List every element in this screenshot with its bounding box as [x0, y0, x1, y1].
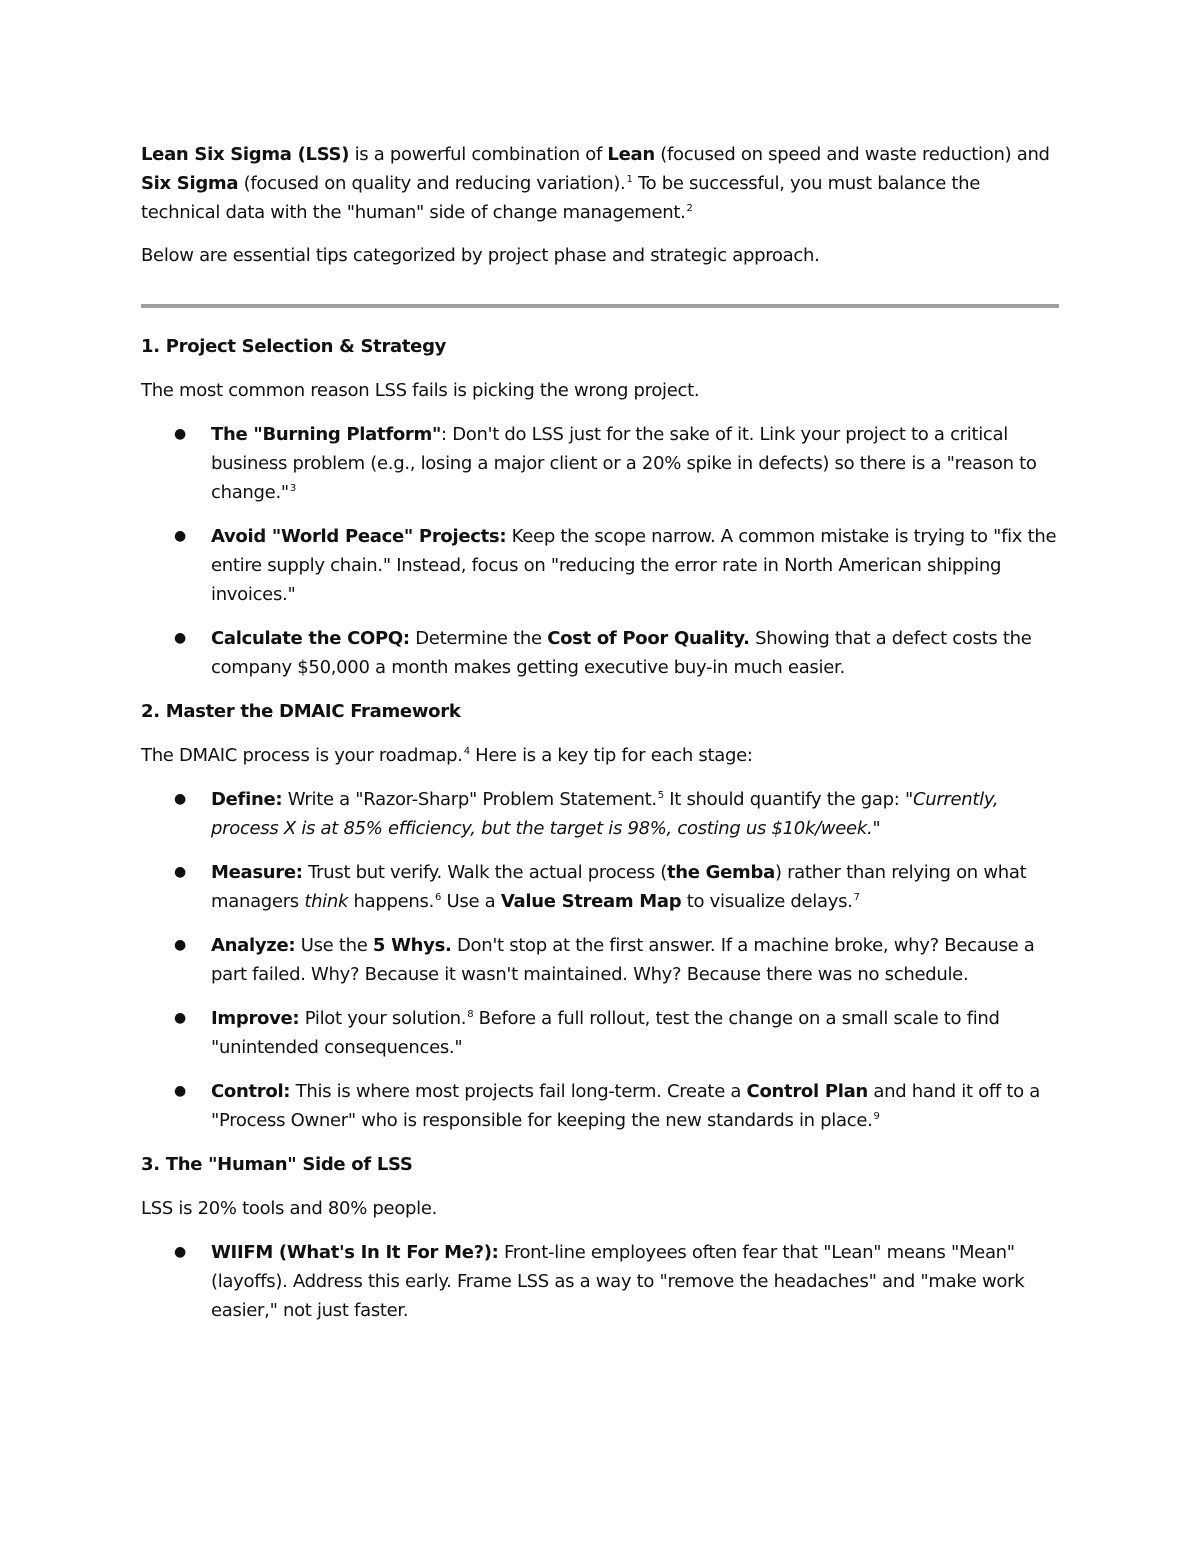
bullet-icon: ●	[174, 1244, 186, 1260]
bullet-list	[141, 1238, 1061, 1325]
document-page	[141, 140, 1061, 1337]
bullet-icon: ●	[174, 528, 186, 544]
section-intro: LSS is 20% tools and 80% people.	[141, 1198, 438, 1219]
list-item: ● Calculate the COPQ: Determine the Cost of Poor Quality. Showing that a defect costs the company $50,000 a month makes getting executive buy-in much easier.	[141, 624, 1061, 682]
footnote-ref[interactable]: 1	[626, 174, 633, 185]
footnote-ref[interactable]: 5	[657, 790, 664, 801]
section-intro: The most common reason LSS fails is picking the wrong project.	[141, 380, 700, 401]
intro-term-six-sigma: Six Sigma	[141, 173, 239, 194]
section-heading-human-side: 3. The "Human" Side of LSS	[141, 1154, 413, 1175]
bullet-icon: ●	[174, 630, 186, 646]
footnote-ref[interactable]: 9	[873, 1111, 880, 1122]
list-item: ● Avoid "World Peace" Projects: Keep the scope narrow. A common mistake is trying to "fix the entire supply chain." Instead, focus on "reducing the error rate in North American shipping invoices."	[141, 522, 1061, 609]
bullet-icon: ●	[174, 791, 186, 807]
footnote-ref[interactable]: 7	[853, 892, 860, 903]
list-item-define: ● Define: Write a "Razor-Sharp" Problem Statement.$^5$ It should quantify the gap: "Currently, process X is at 85% efficiency, but the target is 98%, costing us $10k/week."	[141, 785, 1061, 843]
intro-term-lss: Lean Six Sigma (LSS)	[141, 144, 350, 165]
list-item-improve: ● Improve: Pilot your solution.$^8$ Before a full rollout, test the change on a small scale to find "unintended consequences."	[141, 1004, 1061, 1062]
bullet-icon: ●	[174, 1083, 186, 1099]
footnote-ref[interactable]: 3	[289, 483, 296, 494]
list-item-analyze: ● Analyze: Use the 5 Whys. Don't stop at the first answer. If a machine broke, why? Because a part failed. Why? Because it wasn't maintained. Why? Because there was no schedule.	[141, 931, 1061, 989]
list-item-measure: ● Measure: Trust but verify. Walk the actual process (the Gemba) rather than relying on what managers think happens.$^6$ Use a Value Stream Map to visualize delays.$^7$	[141, 858, 1061, 916]
bullet-list	[141, 420, 1061, 682]
bullet-icon: ●	[174, 937, 186, 953]
bullet-icon: ●	[174, 864, 186, 880]
list-item-control: ● Control: This is where most projects fail long-term. Create a Control Plan and hand it off to a "Process Owner" who is responsible for keeping the new standards in place.$^9$	[141, 1077, 1061, 1135]
footnote-ref[interactable]: 4	[463, 746, 470, 757]
list-item-wiifm: ● WIIFM (What's In It For Me?): Front-line employees often fear that "Lean" means "Mean" (layoffs). Address this early. Frame LSS as a way to "remove the headaches" and "make work easier," not just faster.	[141, 1238, 1061, 1325]
footnote-ref[interactable]: 8	[467, 1009, 474, 1020]
list-item: ● The "Burning Platform": Don't do LSS just for the sake of it. Link your project to a critical business problem (e.g., losing a major client or a 20% spike in defects) so there is a "reason to change."$^3$	[141, 420, 1061, 507]
horizontal-rule	[141, 304, 1059, 308]
footnote-ref[interactable]: 2	[686, 203, 693, 214]
intro-paragraph: Lean Six Sigma (LSS) is a powerful combination of Lean (focused on speed and waste reduction) and Six Sigma (focused on quality and reducing variation).$^1$ To be successful, you must balance the technical data with the "human" side of change management.$^2$	[141, 144, 1050, 223]
section-heading-project-selection: 1. Project Selection & Strategy	[141, 336, 447, 357]
bullet-icon: ●	[174, 426, 186, 442]
bullet-list	[141, 785, 1061, 1135]
section-heading-dmaic: 2. Master the DMAIC Framework	[141, 701, 461, 722]
lead-paragraph: Below are essential tips categorized by project phase and strategic approach.	[141, 245, 820, 266]
footnote-ref[interactable]: 6	[435, 892, 442, 903]
section-intro: The DMAIC process is your roadmap.$^4$ Here is a key tip for each stage:	[141, 745, 753, 766]
intro-term-lean: Lean	[607, 144, 655, 165]
bullet-icon: ●	[174, 1010, 186, 1026]
